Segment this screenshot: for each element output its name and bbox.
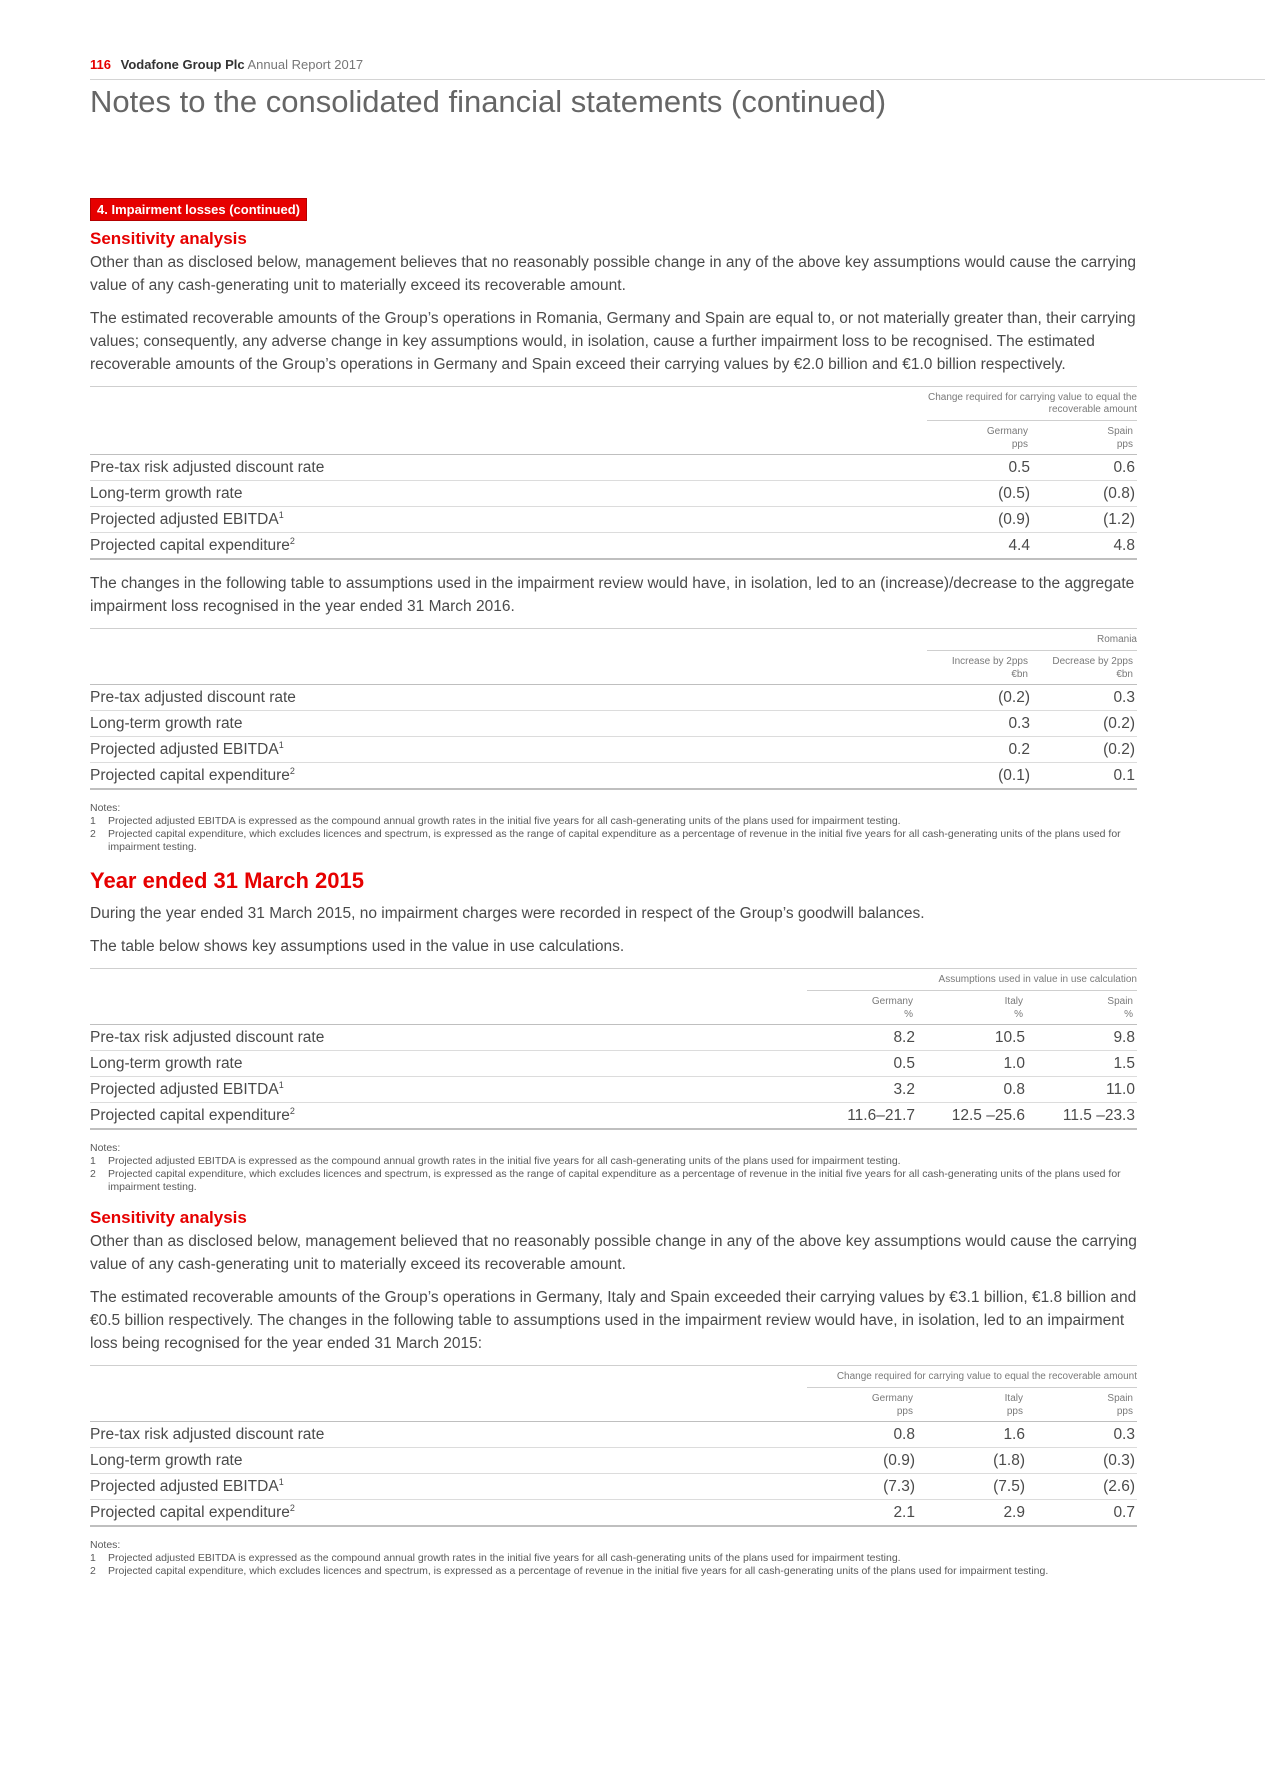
row-label: Long-term growth rate (90, 481, 927, 507)
column-header: Spain pps (1027, 1388, 1137, 1422)
table-group-header: Assumptions used in value in use calculation (807, 969, 1137, 991)
row-label: Projected capital expenditure$^2$ (90, 1105, 295, 1124)
table-row (90, 1474, 1137, 1500)
row-label: Long-term growth rate (90, 711, 927, 737)
row-label: Projected adjusted EBITDA$^1$ (90, 1077, 807, 1103)
table-row (90, 1422, 1137, 1448)
cell-value: 4.8 (1113, 536, 1135, 554)
row-label: Pre-tax risk adjusted discount rate (90, 1422, 807, 1448)
cell-value: (0.2) (1032, 737, 1137, 763)
cell-value: 0.8 (807, 1422, 917, 1448)
sensitivity-heading-2016: Sensitivity analysis (90, 229, 247, 248)
cell-value: 0.1 (1113, 766, 1135, 784)
paragraph: The changes in the following table to assumptions used in the impairment review would have, in isolation, led to an (increase)/decrease to the aggregate impairment loss recognised in the year ended 31 March 2016. (90, 575, 1135, 615)
notes-title: Notes: (90, 1539, 121, 1551)
cell-value: 0.3 (1032, 685, 1137, 711)
main-content (90, 198, 1137, 1592)
table-row (90, 711, 1137, 737)
table-row (90, 1500, 1137, 1527)
cell-value: 0.8 (917, 1077, 1027, 1103)
cell-value: 0.6 (1032, 455, 1137, 481)
column-header: Germany pps (927, 421, 1032, 455)
cell-value: 2.9 (1003, 1503, 1025, 1521)
cell-value: 0.2 (927, 737, 1032, 763)
table-row (90, 685, 1137, 711)
notes-title: Notes: (90, 802, 121, 814)
notes-title: Notes: (90, 1142, 121, 1154)
table-group-header: Change required for carrying value to equal the recoverable amount (927, 387, 1137, 421)
column-header: Italy % (917, 991, 1027, 1025)
table-group-header: Romania (927, 629, 1137, 651)
cell-value: 0.3 (1027, 1422, 1137, 1448)
column-header: Germany % (807, 991, 917, 1025)
cell-value: 0.5 (927, 455, 1032, 481)
sensitivity-heading-2015: Sensitivity analysis (90, 1208, 247, 1227)
page-title: Notes to the consolidated financial statements (continued) (90, 84, 887, 119)
running-header (90, 57, 1265, 80)
footnote: 1 Projected adjusted EBITDA is expressed as the compound annual growth rates in the initial five years for all cash-generating units of the plans used for impairment testing. (90, 1552, 901, 1564)
footnotes (90, 1142, 1137, 1194)
row-label: Projected capital expenditure$^2$ (90, 535, 295, 554)
footnote: 2 Projected capital expenditure, which excludes licences and spectrum, is expressed as a percentage of revenue in the initial five years for all cash-generating units of the plans used for impairment testing. (90, 1565, 1049, 1577)
cell-value: (0.9) (927, 507, 1032, 533)
column-header: Italy pps (917, 1388, 1027, 1422)
table-row (90, 1103, 1137, 1130)
table-row (90, 481, 1137, 507)
row-label: Long-term growth rate (90, 1448, 807, 1474)
row-label: Pre-tax risk adjusted discount rate (90, 455, 927, 481)
paragraph: The estimated recoverable amounts of the Group’s operations in Romania, Germany and Spain are equal to, or not materially greater than, their carrying values; consequently, any adverse change in key assumptions would, in isolation, cause a further impairment loss to be recognised. The estimated recoverable amounts of the Group’s operations in Germany and Spain exceed their carrying values by €2.0 billion and €1.0 billion respectively. (90, 310, 1136, 373)
paragraph: Other than as disclosed below, management believed that no reasonably possible change in any of the above key assumptions would cause the carrying value of any cash-generating unit to materially exceed its recoverable amount. (90, 1233, 1137, 1273)
table-row (90, 763, 1137, 790)
table-row (90, 533, 1137, 560)
cell-value: 12.5 –25.6 (951, 1106, 1025, 1124)
cell-value: (0.3) (1027, 1448, 1137, 1474)
sensitivity-table-2015 (90, 1365, 1137, 1527)
table-row (90, 1051, 1137, 1077)
cell-value: 1.6 (917, 1422, 1027, 1448)
cell-value: 3.2 (807, 1077, 917, 1103)
cell-value: (0.9) (807, 1448, 917, 1474)
cell-value: (1.8) (917, 1448, 1027, 1474)
cell-value: 8.2 (807, 1025, 917, 1051)
footnote: 1 Projected adjusted EBITDA is expressed as the compound annual growth rates in the initial five years for all cash-generating units of the plans used for impairment testing. (90, 815, 901, 827)
paragraph: Other than as disclosed below, management believes that no reasonably possible change in any of the above key assumptions would cause the carrying value of any cash-generating unit to materially exceed its recoverable amount. (90, 254, 1137, 294)
cell-value: (1.2) (1032, 507, 1137, 533)
cell-value: 11.6–21.7 (847, 1106, 915, 1124)
table-row (90, 737, 1137, 763)
footnote: 2 Projected capital expenditure, which excludes licences and spectrum, is expressed as the range of capital expenditure as a percentage of revenue in the initial five years for all cash-generating units of the plans used for impairment testing. (90, 828, 1121, 853)
row-label: Pre-tax adjusted discount rate (90, 685, 927, 711)
table-row (90, 1448, 1137, 1474)
cell-value: (0.1) (998, 766, 1030, 784)
paragraph: The estimated recoverable amounts of the Group’s operations in Germany, Italy and Spain exceeded their carrying values by €3.1 billion, €1.8 billion and €0.5 billion respectively. The changes in the following table to assumptions used in the impairment review would have, in isolation, led to an impairment loss being recognised for the year ended 31 March 2015: (90, 1289, 1137, 1352)
cell-value: (2.6) (1027, 1474, 1137, 1500)
row-label: Projected capital expenditure$^2$ (90, 1502, 295, 1521)
page-number: 116 (90, 57, 111, 72)
paragraph: The table below shows key assumptions used in the value in use calculations. (90, 938, 625, 955)
cell-value: (0.2) (1032, 711, 1137, 737)
cell-value: 0.7 (1113, 1503, 1135, 1521)
table-row (90, 1025, 1137, 1051)
paragraph: During the year ended 31 March 2015, no impairment charges were recorded in respect of the Group’s goodwill balances. (90, 905, 925, 922)
cell-value: (7.5) (917, 1474, 1027, 1500)
cell-value: 1.0 (917, 1051, 1027, 1077)
row-label: Projected adjusted EBITDA$^1$ (90, 1474, 807, 1500)
sensitivity-table-2016 (90, 386, 1137, 560)
cell-value: 0.3 (927, 711, 1032, 737)
footnotes (90, 1539, 1137, 1578)
row-label: Pre-tax risk adjusted discount rate (90, 1025, 807, 1051)
cell-value: (0.2) (927, 685, 1032, 711)
assumptions-table-2015 (90, 968, 1137, 1130)
column-header: Spain % (1027, 991, 1137, 1025)
company-name: Vodafone Group Plc (120, 57, 245, 72)
section-tag: 4. Impairment losses (continued) (90, 198, 307, 221)
column-header: Increase by 2pps €bn (927, 651, 1032, 685)
cell-value: (0.5) (927, 481, 1032, 507)
row-label: Long-term growth rate (90, 1051, 807, 1077)
cell-value: 9.8 (1027, 1025, 1137, 1051)
footnotes (90, 802, 1137, 854)
cell-value: 1.5 (1027, 1051, 1137, 1077)
cell-value: (0.8) (1032, 481, 1137, 507)
row-label: Projected capital expenditure$^2$ (90, 765, 295, 784)
table-row (90, 507, 1137, 533)
column-header: Spain pps (1032, 421, 1137, 455)
footnote: 1 Projected adjusted EBITDA is expressed as the compound annual growth rates in the initial five years for all cash-generating units of the plans used for impairment testing. (90, 1155, 901, 1167)
cell-value: 11.0 (1027, 1077, 1137, 1103)
report-name: Annual Report 2017 (247, 57, 364, 72)
cell-value: 4.4 (1008, 536, 1030, 554)
cell-value: 11.5 –23.3 (1062, 1106, 1135, 1124)
cell-value: 2.1 (893, 1503, 915, 1521)
column-header: Germany pps (807, 1388, 917, 1422)
table-group-header: Change required for carrying value to equal the recoverable amount (807, 1366, 1137, 1388)
year-heading-2015: Year ended 31 March 2015 (90, 868, 364, 893)
footnote: 2 Projected capital expenditure, which excludes licences and spectrum, is expressed as the range of capital expenditure as a percentage of revenue in the initial five years for all cash-generating units of the plans used for impairment testing. (90, 1168, 1121, 1193)
row-label: Projected adjusted EBITDA$^1$ (90, 737, 927, 763)
cell-value: (7.3) (807, 1474, 917, 1500)
cell-value: 0.5 (807, 1051, 917, 1077)
table-row (90, 1077, 1137, 1103)
romania-impact-table (90, 628, 1137, 790)
row-label: Projected adjusted EBITDA$^1$ (90, 507, 927, 533)
cell-value: 10.5 (917, 1025, 1027, 1051)
table-row (90, 455, 1137, 481)
column-header: Decrease by 2pps €bn (1032, 651, 1137, 685)
